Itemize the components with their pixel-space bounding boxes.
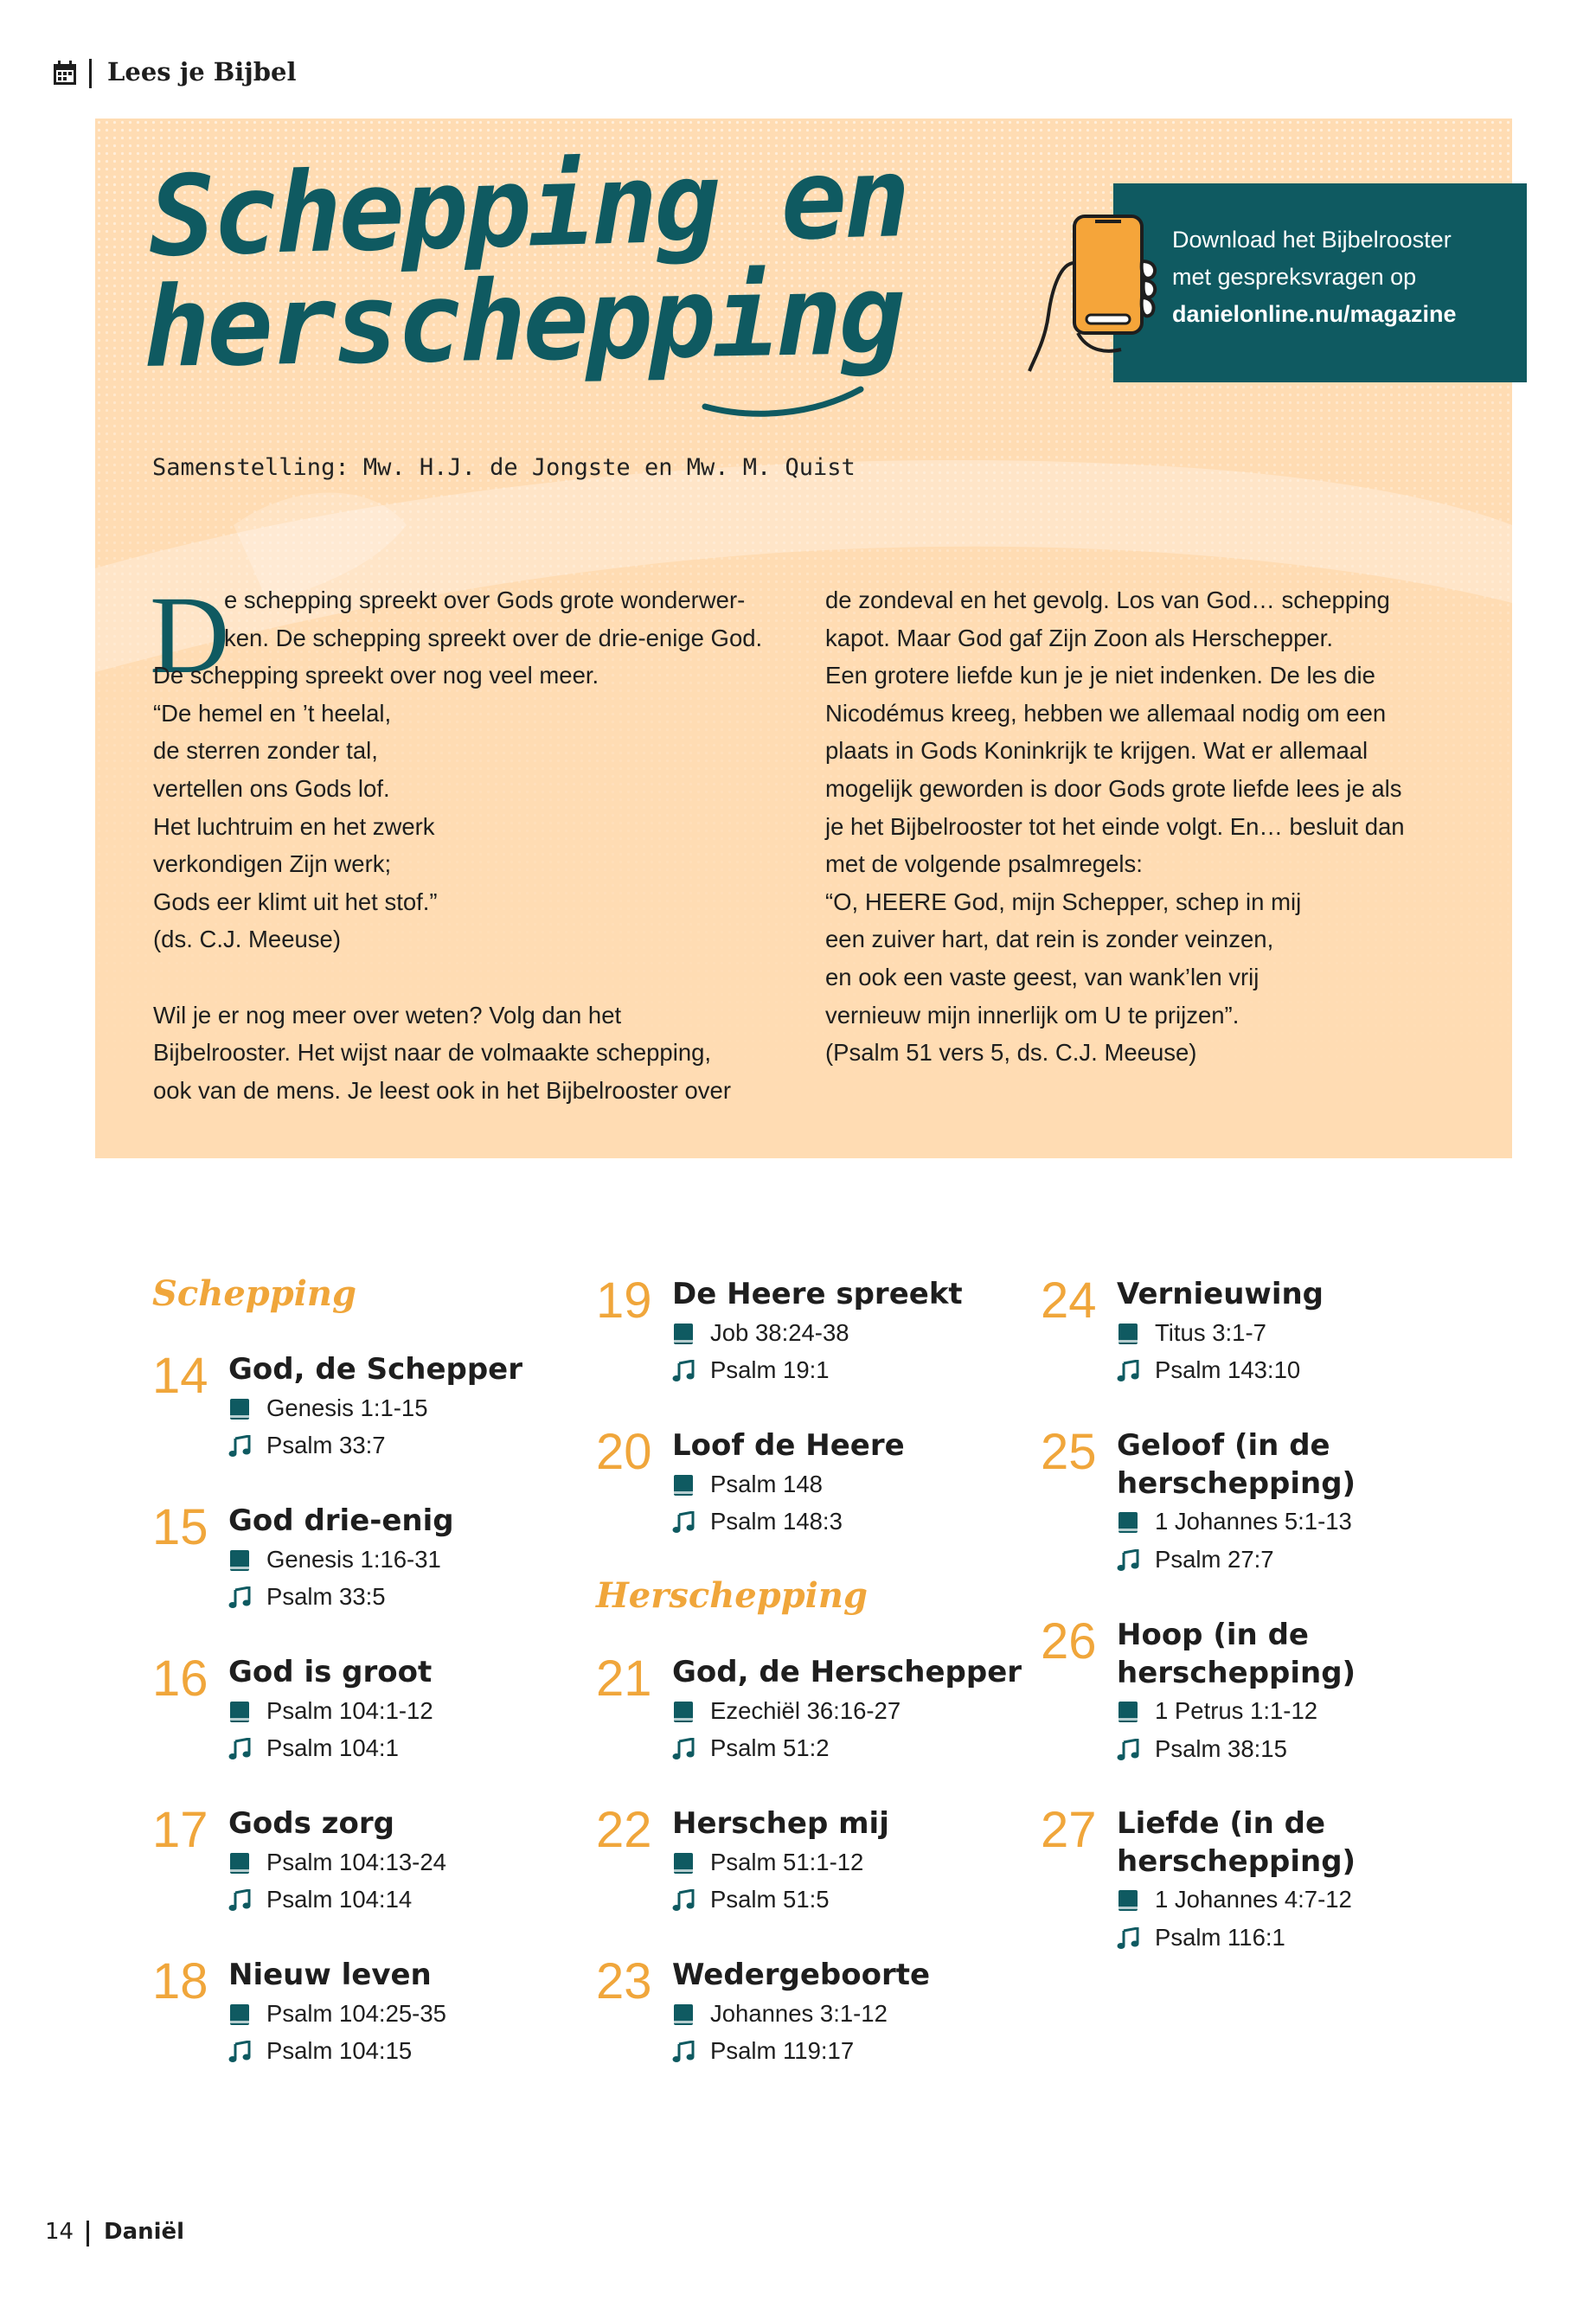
reading-reference: 1 Petrus 1:1-12 [1155, 1697, 1318, 1725]
intro-line: De schepping spreekt over nog veel meer. [153, 662, 599, 689]
intro-line: e schepping spreekt over Gods grote wonderwer- [224, 586, 746, 613]
intro-line: een zuiver hart, dat rein is zonder veinzen, [825, 926, 1274, 953]
psalm-reference: Psalm 33:5 [266, 1583, 386, 1611]
intro-line: ken. De schepping spreekt over de drie-enige God. [224, 624, 763, 651]
entry-title: God, de Herschepper [672, 1655, 1022, 1689]
intro-line: plaats in Gods Koninkrijk te krijgen. Wat er allemaal [825, 737, 1368, 765]
entry-title: De Heere spreekt [672, 1277, 963, 1311]
intro-line: de sterren zonder tal, [153, 737, 378, 765]
intro-line: en ook een vaste geest, van wank’len vrij [825, 963, 1259, 990]
entry-title: herschepping) [1117, 1465, 1356, 1501]
intro-column-right [825, 581, 1465, 1072]
intro-line: “O, HEERE God, mijn Schepper, schep in mij [825, 888, 1302, 915]
day-number: 26 [1041, 1613, 1097, 1670]
day-number: 27 [1041, 1802, 1097, 1858]
section-heading-herschepping: Herschepping [596, 1575, 868, 1616]
day-number: 22 [596, 1802, 652, 1858]
psalm-reference: Psalm 148:3 [710, 1508, 843, 1535]
entry-title: Herschep mij [672, 1806, 889, 1841]
page-title-line-2: herschepping [142, 250, 903, 393]
psalm-reference: Psalm 116:1 [1155, 1923, 1285, 1951]
day-number: 19 [596, 1272, 652, 1329]
intro-line: (ds. C.J. Meeuse) [153, 926, 342, 953]
entry-title: herschepping) [1117, 1843, 1356, 1879]
intro-line: Gods eer klimt uit het stof.” [153, 888, 438, 915]
reading-reference: Psalm 104:25-35 [266, 1999, 446, 2027]
reading-reference: Psalm 148 [710, 1470, 823, 1497]
download-text: met gespreksvragen op [1172, 264, 1417, 290]
intro-line: Wil je er nog meer over weten? Volg dan het [153, 1001, 622, 1029]
intro-column-left [150, 574, 785, 1109]
reading-reference: Genesis 1:16-31 [266, 1545, 441, 1573]
intro-line: “De hemel en ’t heelal, [153, 699, 392, 727]
intro-line: verkondigen Zijn werk; [153, 850, 392, 878]
reading-reference: Titus 3:1-7 [1155, 1318, 1266, 1346]
entry-title: Liefde (in de [1117, 1806, 1326, 1841]
day-number: 17 [152, 1802, 208, 1858]
day-number: 14 [152, 1348, 208, 1404]
psalm-reference: Psalm 51:2 [710, 1734, 830, 1762]
intro-line: (Psalm 51 vers 5, ds. C.J. Meeuse) [825, 1039, 1197, 1067]
entry-title: Nieuw leven [228, 1958, 432, 1992]
psalm-reference: Psalm 51:5 [710, 1886, 830, 1913]
psalm-reference: Psalm 38:15 [1155, 1734, 1287, 1762]
intro-line: ook van de mens. Je leest ook in het Bijbelrooster over [153, 1076, 732, 1104]
phone-in-hand-icon [1026, 211, 1160, 375]
psalm-reference: Psalm 143:10 [1155, 1356, 1301, 1384]
reading-reference: 1 Johannes 4:7-12 [1155, 1886, 1352, 1913]
reading-reference: Psalm 104:1-12 [266, 1696, 433, 1724]
calendar-icon [52, 61, 78, 87]
download-text: Download het Bijbelrooster [1172, 227, 1452, 253]
entry-title: Gods zorg [228, 1806, 394, 1841]
page-number: 14 [45, 2219, 74, 2245]
entry-title: Wedergeboorte [672, 1958, 931, 1992]
byline: Samenstelling: Mw. H.J. de Jongste en Mw. M. Quist [152, 454, 856, 481]
brush-underline [701, 372, 865, 424]
intro-line: je het Bijbelrooster tot het einde volgt. En… besluit dan [825, 812, 1405, 840]
reading-reference: Psalm 104:13-24 [266, 1848, 446, 1875]
intro-line: kapot. Maar God gaf Zijn Zoon als Herschepper. [825, 624, 1333, 651]
psalm-reference: Psalm 33:7 [266, 1432, 386, 1459]
reading-reference: Ezechiël 36:16-27 [710, 1696, 901, 1724]
entry-title: Vernieuwing [1117, 1277, 1324, 1311]
day-number: 21 [596, 1650, 652, 1707]
intro-line: Het luchtruim en het zwerk [153, 812, 435, 840]
download-link[interactable]: danielonline.nu/magazine [1172, 301, 1457, 327]
drop-cap: D [150, 574, 230, 696]
day-number: 24 [1041, 1272, 1097, 1329]
entry-title: herschepping) [1117, 1655, 1356, 1690]
footer-divider [87, 2221, 89, 2247]
psalm-reference: Psalm 19:1 [710, 1356, 830, 1384]
psalm-reference: Psalm 27:7 [1155, 1545, 1274, 1573]
reading-reference: Johannes 3:1-12 [710, 1999, 888, 2027]
entry-title: Hoop (in de [1117, 1618, 1309, 1652]
intro-line: vertellen ons Gods lof. [153, 774, 390, 802]
day-number: 25 [1041, 1424, 1097, 1480]
section-label: Lees je Bijbel [107, 57, 297, 87]
reading-reference: 1 Johannes 5:1-13 [1155, 1508, 1352, 1535]
psalm-reference: Psalm 104:15 [266, 2037, 413, 2065]
page-title-line-1: Schepping en [147, 133, 909, 282]
entry-title: God, de Schepper [228, 1352, 522, 1387]
intro-line [153, 958, 785, 997]
day-number: 20 [596, 1424, 652, 1480]
psalm-reference: Psalm 104:1 [266, 1734, 399, 1762]
entry-title: Loof de Heere [672, 1428, 905, 1463]
section-heading-schepping: Schepping [152, 1273, 356, 1314]
reading-reference: Psalm 51:1-12 [710, 1848, 864, 1875]
day-number: 18 [152, 1953, 208, 2009]
magazine-name: Daniël [104, 2219, 185, 2245]
intro-line: met de volgende psalmregels: [825, 850, 1143, 878]
day-number: 16 [152, 1650, 208, 1707]
header-divider [89, 59, 92, 88]
entry-title: God is groot [228, 1655, 433, 1689]
reading-reference: Job 38:24-38 [710, 1318, 849, 1346]
download-box [1113, 183, 1527, 382]
intro-line: Een grotere liefde kun je je niet indenken. De les die [825, 662, 1375, 689]
intro-line: de zondeval en het gevolg. Los van God… schepping [825, 586, 1390, 613]
intro-line: Bijbelrooster. Het wijst naar de volmaakte schepping, [153, 1039, 712, 1067]
day-number: 23 [596, 1953, 652, 2009]
psalm-reference: Psalm 104:14 [266, 1886, 413, 1913]
intro-line: mogelijk geworden is door Gods grote liefde lees je als [825, 774, 1402, 802]
psalm-reference: Psalm 119:17 [710, 2037, 855, 2065]
intro-line: vernieuw mijn innerlijk om U te prijzen”. [825, 1001, 1240, 1029]
day-number: 15 [152, 1499, 208, 1555]
entry-title: Geloof (in de [1117, 1428, 1330, 1463]
reading-reference: Genesis 1:1-15 [266, 1394, 428, 1421]
entry-title: God drie-enig [228, 1503, 454, 1538]
intro-line: Nicodémus kreeg, hebben we allemaal nodig om een [825, 699, 1387, 727]
